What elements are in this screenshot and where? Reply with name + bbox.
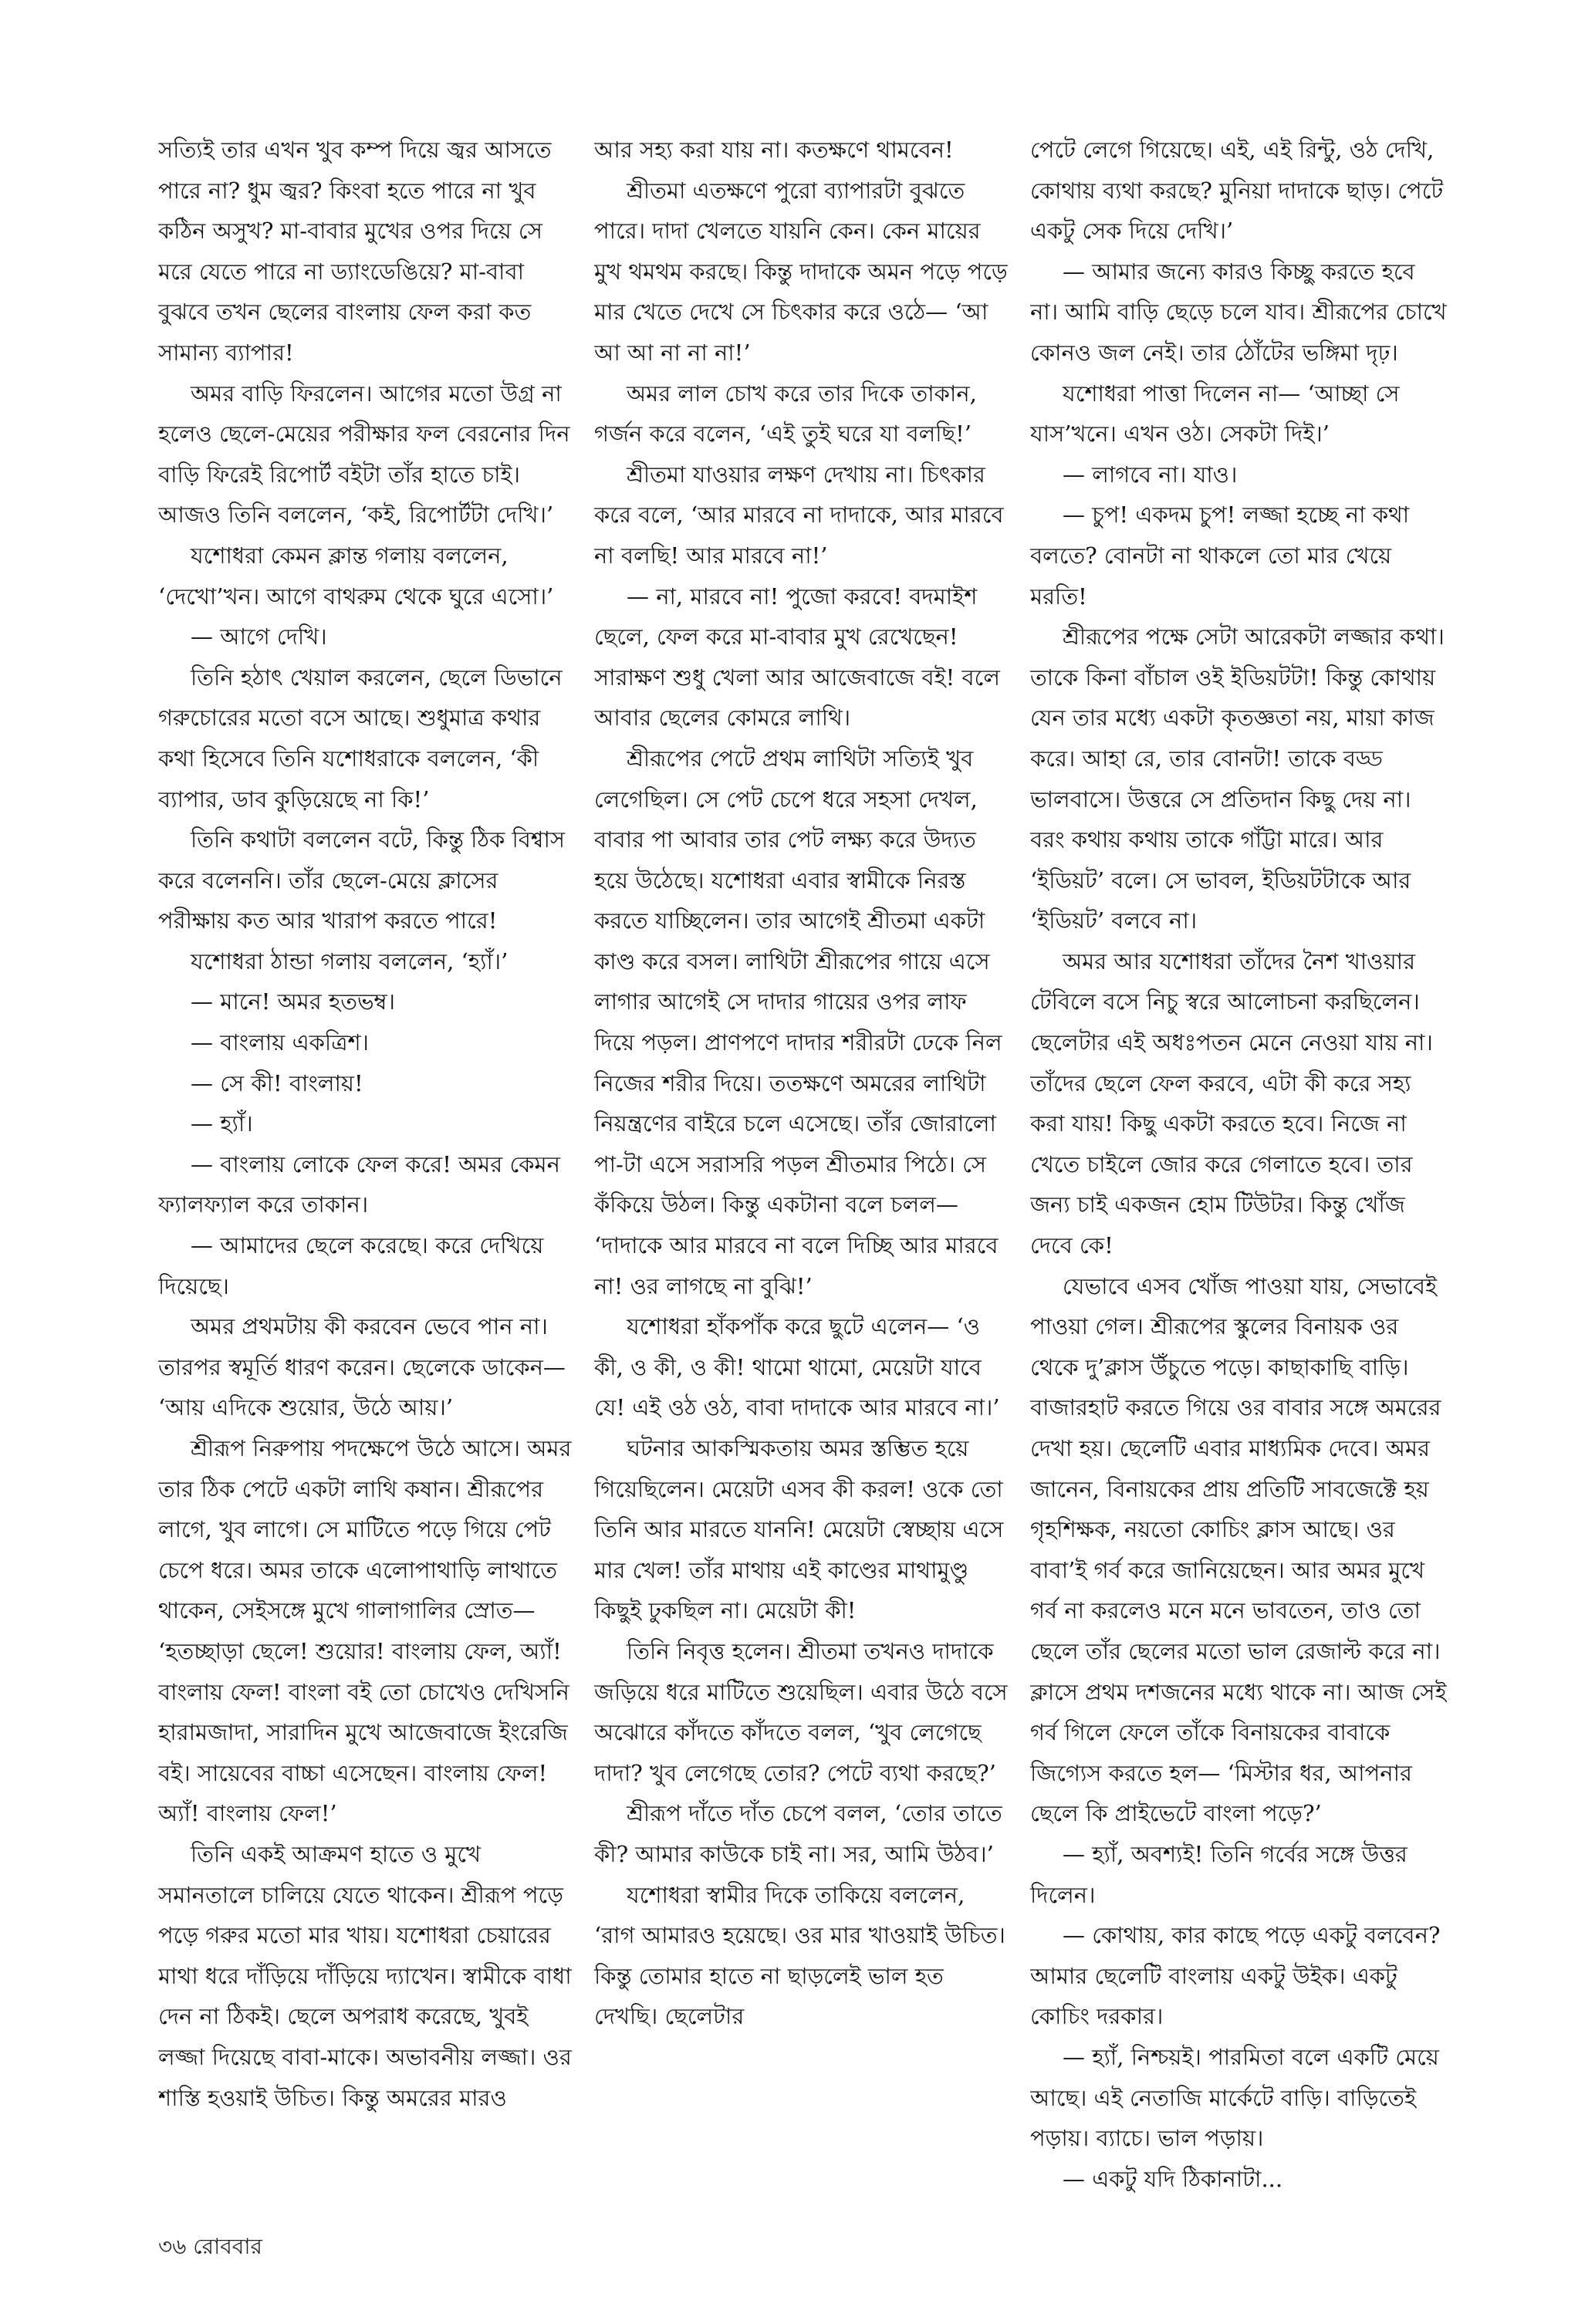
paragraph: যশোধরা স্বামীর দিকে তাকিয়ে বললেন, ‘রাগ আমারও হয়েছে। ওর মার খাওয়াই উচিত। কিন্তু তোমার হাতে না ছাড়লেই ভাল হত দেখছি। ছেলেটার [594,1881,1005,2030]
paragraph: যশোধরা পাত্তা দিলেন না— ‘আচ্ছা সে যাস’খনে। এখন ওঠ। সেকটা দিই।’ [1030,380,1400,448]
paragraph: শ্রীতমা এতক্ষণে পুরো ব্যাপারটা বুঝতে পারে। দাদা খেলতে যায়নি কেন। কেন মায়ের মুখ থমথম করছে। কিন্তু দাদাকে অমন পড়ে পড়ে মার খেতে দেখে সে চিৎকার করে ওঠে— ‘আ আ আ না না না!’ [594,177,1008,366]
paragraph: — না, মারবে না! পুজো করবে! বদমাইশ ছেলে, ফেল করে মা-বাবার মুখ রেখেছেন! সারাক্ষণ শুধু খেলা আর আজেবাজে বই! বলে আবার ছেলের কোমরে লাথি। [594,583,1000,731]
paragraph: — একটু যদি ঠিকানাটা... [1063,2165,1283,2192]
paragraph: — মানে! অমর হতভম্ব। [191,988,396,1015]
paragraph: — হ্যাঁ, নিশ্চয়ই। পারমিতা বলে একটি মেয়ে আছে। এই নেতাজি মার্কেটে বাড়ি। বাড়িতেই পড়ায়। ব্যাচে। ভাল পড়ায়। [1030,2043,1439,2152]
paragraph: যেভাবে এসব খোঁজ পাওয়া যায়, সেভাবেই পাওয়া গেল। শ্রীরূপের স্কুলের বিনায়ক ওর থেকে দু’ক্লাস উঁচুতে পড়ে। কাছাকাছি বাড়ি। বাজারহাট করতে গিয়ে ওর বাবার সঙ্গে অমরের দেখা হয়। ছেলেটি এবার মাধ্যমিক দেবে। অমর জানেন, বিনায়কের প্রায় প্রতিটি সাবজেক্টে হয় গৃহশিক্ষক, নয়তো কোচিং ক্লাস আছে। ওর বাবা’ই গর্ব করে জানিয়েছেন। আর অমর মুখে গর্ব না করলেও মনে মনে ভাবতেন, তাও তো ছেলে তাঁর ছেলের মতো ভাল রেজাল্ট করে না। ক্লাসে প্রথম দশজনের মধ্যে থাকে না। আজ সেই গর্ব গিলে ফেলে তাঁকে বিনায়কের বাবাকে জিগ্যেস করতে হল— ‘মিস্টার ধর, আপনার ছেলে কি প্রাইভেটে বাংলা পড়ে?’ [1030,1272,1447,1827]
paragraph: তিনি একই আক্রমণ হাতে ও মুখে সমানতালে চালিয়ে যেতে থাকেন। শ্রীরূপ পড়ে পড়ে গরুর মতো মার খায়। যশোধরা চেয়ারের মাথা ধরে দাঁড়িয়ে দাঁড়িয়ে দ্যাখেন। স্বামীকে বাধা দেন না ঠিকই। ছেলে অপরাধ করেছে, খুবই লজ্জা দিয়েছে বাবা-মাকে। অভাবনীয় লজ্জা। ওর শাস্তি হওয়াই উচিত। কিন্তু অমরের মারও [158,1840,572,2111]
paragraph: — চুপ! একদম চুপ! লজ্জা হচ্ছে না কথা বলতে? বোনটা না থাকলে তো মার খেয়ে মরতি! [1030,502,1410,610]
paragraph: যশোধরা হাঁকপাঁক করে ছুটে এলেন— ‘ও কী, ও কী, ও কী! থামো থামো, মেয়েটা যাবে যে! এই ওঠ ওঠ, বাবা দাদাকে আর মারবে না।’ [594,1313,1000,1421]
paragraph: অমর আর যশোধরা তাঁদের নৈশ খাওয়ার টেবিলে বসে নিচু স্বরে আলোচনা করছিলেন। ছেলেটার এই অধঃপতন মেনে নেওয়া যায় না। তাঁদের ছেলে ফেল করবে, এটা কী করে সহ্য করা যায়! কিছু একটা করতে হবে। নিজে না খেতে চাইলে জোর করে গেলাতে হবে। তার জন্য চাই একজন হোম টিউটর। কিন্তু খোঁজ দেবে কে! [1030,948,1433,1259]
paragraph: ঘটনার আকস্মিকতায় অমর স্তম্ভিত হয়ে গিয়েছিলেন। মেয়েটা এসব কী করল! ওকে তো তিনি আর মারতে যাননি! মেয়েটা স্বেচ্ছায় এসে মার খেল! তাঁর মাথায় এই কাণ্ডের মাথামুণ্ডু কিছুই ঢুকছিল না। মেয়েটা কী! [594,1435,1004,1624]
text-column-2 [594,130,1011,2216]
paragraph: তিনি হঠাৎ খেয়াল করলেন, ছেলে ডিভানে গরুচোরের মতো বসে আছে। শুধুমাত্র কথার কথা হিসেবে তিনি যশোধরাকে বললেন, ‘কী ব্যাপার, ডাব কুড়িয়েছে না কি!’ [158,664,563,812]
paragraph: — সে কী! বাংলায়! [191,1069,363,1096]
paragraph: — আমাদের ছেলে করেছে। করে দেখিয়ে দিয়েছে। [158,1232,544,1299]
paragraph: — কোথায়, কার কাছে পড়ে একটু বলবেন? আমার ছেলেটি বাংলায় একটু উইক। একটু কোচিং দরকার। [1030,1922,1441,2030]
paragraph: তিনি নিবৃত্ত হলেন। শ্রীতমা তখনও দাদাকে জড়িয়ে ধরে মাটিতে শুয়েছিল। এবার উঠে বসে অঝোরে কাঁদতে কাঁদতে বলল, ‘খুব লেগেছে দাদা? খুব লেগেছে তোর? পেটে ব্যথা করছে?’ [594,1637,1008,1786]
paragraph: — হ্যাঁ, অবশ্যই! তিনি গর্বের সঙ্গে উত্তর দিলেন। [1030,1840,1407,1908]
paragraph: সত্যিই তার এখন খুব কম্প দিয়ে জ্বর আসতে পারে না? ধুম জ্বর? কিংবা হতে পারে না খুব কঠিন অসুখ? মা-বাবার মুখের ওপর দিয়ে সে মরে যেতে পারে না ড্যাংডেঙিয়ে? মা-বাবা বুঝবে তখন ছেলের বাংলায় ফেল করা কত সামান্য ব্যাপার! [158,137,552,366]
paragraph: আর সহ্য করা যায় না। কতক্ষণে থামবেন! [594,137,954,163]
paragraph: অমর প্রথমটায় কী করবেন ভেবে পান না। তারপর স্বমূর্তি ধারণ করেন। ছেলেকে ডাকেন— ‘আয় এদিকে শুয়োর, উঠে আয়।’ [158,1313,566,1421]
paragraph: — আমার জন্যে কারও কিচ্ছু করতে হবে না। আমি বাড়ি ছেড়ে চলে যাব। শ্রীরূপের চোখে কোনও জল নেই। তার ঠোঁটের ভঙ্গিমা দৃঢ়। [1030,258,1447,366]
paragraph: — আগে দেখি। [191,623,327,650]
paragraph: শ্রীরূপের পেটে প্রথম লাথিটা সত্যিই খুব লেগেছিল। সে পেট চেপে ধরে সহসা দেখল, বাবার পা আবার তার পেট লক্ষ্য করে উদ্যত হয়ে উঠেছে। যশোধরা এবার স্বামীকে নিরস্ত করতে যাচ্ছিলেন। তার আগেই শ্রীতমা একটা কাণ্ড করে বসল। লাথিটা শ্রীরূপের গায়ে এসে লাগার আগেই সে দাদার গায়ের ওপর লাফ দিয়ে পড়ল। প্রাণপণে দাদার শরীরটা ঢেকে নিল নিজের শরীর দিয়ে। ততক্ষণে অমরের লাথিটা নিয়ন্ত্রণের বাইরে চলে এসেছে। তাঁর জোরালো পা-টা এসে সরাসরি পড়ল শ্রীতমার পিঠে। সে কঁকিয়ে উঠল। কিন্তু একটানা বলে চলল— ‘দাদাকে আর মারবে না বলে দিচ্ছি আর মারবে না! ওর লাগছে না বুঝি!’ [594,745,1002,1299]
paragraph: শ্রীরূপের পক্ষে সেটা আরেকটা লজ্জার কথা। তাকে কিনা বাঁচাল ওই ইডিয়টটা! কিন্তু কোথায় যেন তার মধ্যে একটা কৃতজ্ঞতা নয়, মায়া কাজ করে। আহা রে, তার বোনটা! তাকে বড্ড ভালবাসে। উত্তরে সে প্রতিদান কিছু দেয় না। বরং কথায় কথায় তাকে গাঁট্টা মারে। আর ‘ইডিয়ট’ বলে। সে ভাবল, ইডিয়টটাকে আর ‘ইডিয়ট’ বলবে না। [1030,623,1445,934]
paragraph: — বাংলায় লোকে ফেল করে! অমর কেমন ফ্যালফ্যাল করে তাকান। [158,1150,560,1218]
page-folio: ৩৬ রোববার [158,2234,262,2259]
paragraph: অমর লাল চোখ করে তার দিকে তাকান, গর্জন করে বলেন, ‘এই তুই ঘরে যা বলছি!’ [594,380,977,448]
paragraph: যশোধরা ঠান্ডা গলায় বললেন, ‘হ্যাঁ।’ [191,948,509,975]
paragraph: শ্রীরূপ দাঁতে দাঁত চেপে বলল, ‘তোর তাতে কী? আমার কাউকে চাই না। সর, আমি উঠব।’ [594,1800,1002,1867]
text-column-3 [1030,130,1447,2216]
paragraph: শ্রীতমা যাওয়ার লক্ষণ দেখায় না। চিৎকার করে বলে, ‘আর মারবে না দাদাকে, আর মারবে না বলছি! আর মারবে না!’ [594,461,1004,569]
paragraph: অমর বাড়ি ফিরলেন। আগের মতো উগ্র না হলেও ছেলে-মেয়ের পরীক্ষার ফল বেরনোর দিন বাড়ি ফিরেই রিপোর্ট বইটা তাঁর হাতে চাই। আজও তিনি বললেন, ‘কই, রিপোর্টটা দেখি।’ [158,380,570,529]
paragraph: শ্রীরূপ নিরুপায় পদক্ষেপে উঠে আসে। অমর তার ঠিক পেটে একটা লাথি কষান। শ্রীরূপের লাগে, খুব লাগে। সে মাটিতে পড়ে গিয়ে পেট চেপে ধরে। অমর তাকে এলোপাথাড়ি লাথাতে থাকেন, সেইসঙ্গে মুখে গালাগালির স্রোত— ‘হতচ্ছাড়া ছেলে! শুয়োর! বাংলায় ফেল, অ্যাঁ! বাংলায় ফেল! বাংলা বই তো চোখেও দেখিসনি হারামজাদা, সারাদিন মুখে আজেবাজে ইংরেজি বই। সায়েবের বাচ্চা এসেছেন। বাংলায় ফেল! অ্যাঁ! বাংলায় ফেল!’ [158,1435,572,1827]
paragraph: — হ্যাঁ। [191,1110,253,1137]
paragraph: তিনি কথাটা বললেন বটে, কিন্তু ঠিক বিশ্বাস করে বলেননি। তাঁর ছেলে-মেয়ে ক্লাসের পরীক্ষায় কত আর খারাপ করতে পারে! [158,826,566,934]
paragraph: — লাগবে না। যাও। [1063,461,1238,488]
paragraph: পেটে লেগে গিয়েছে। এই, এই রিন্টু, ওঠ দেখি, কোথায় ব্যথা করছে? মুনিয়া দাদাকে ছাড়। পেটে একটু সেক দিয়ে দেখি।’ [1030,137,1444,245]
text-column-1 [158,130,575,2216]
paragraph: — বাংলায় একত্রিশ। [191,1029,370,1056]
paragraph: যশোধরা কেমন ক্লান্ত গলায় বললেন, ‘দেখো’খন। আগে বাথরুম থেকে ঘুরে এসো।’ [158,542,554,610]
